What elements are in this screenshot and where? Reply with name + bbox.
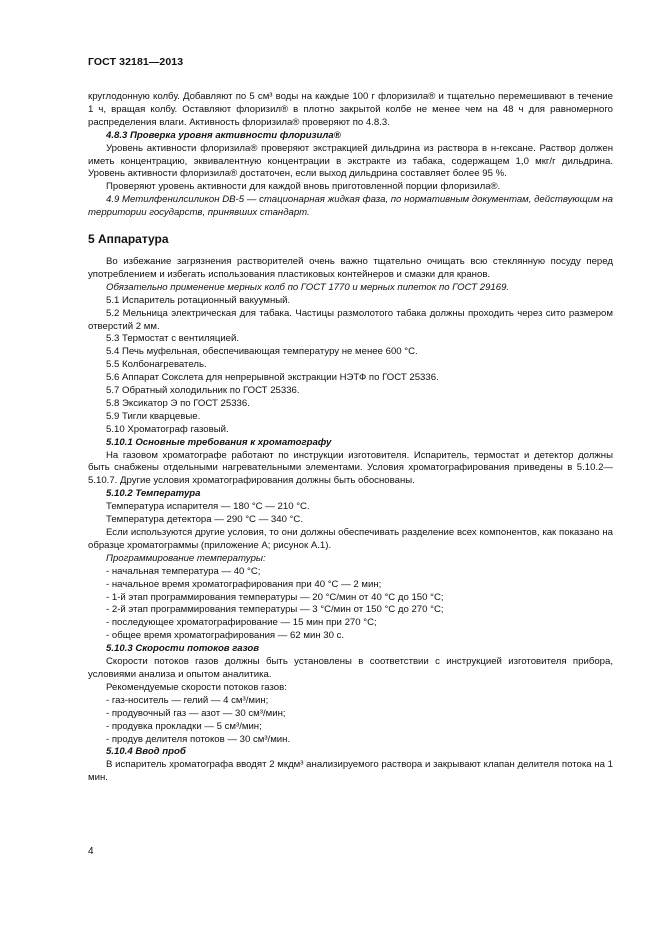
list-item-temp: - общее время хроматографирования — 62 мин 30 с. — [106, 630, 345, 642]
item-5-2: 5.2 Мельница электрическая для табака. Частицы размолотого табака должны проходить через сито размером отверстий 2 мм. — [88, 307, 613, 332]
para-4-9: 4.9 Метилфенилсиликон DB-5 — стационарная жидкая фаза, по нормативным документам, действующим на территории государств, принявших стандарт. — [88, 194, 613, 219]
label-recommended-flows: Рекомендуемые скорости потоков газов: — [106, 681, 287, 693]
doc-header: ГОСТ 32181—2013 — [88, 56, 184, 68]
subheading-5-10-1: 5.10.1 Основные требования к хроматографу — [106, 436, 332, 448]
para-other-conditions: Если используются другие условия, то они должны обеспечивать разделение всех компонентов, как показано на образце хроматограммы (приложение А; рисунок А.1). — [88, 527, 613, 551]
para-activity-check: Уровень активности флоризила® проверяют экстракцией дильдрина из раствора в н-гексане. Раствор должен иметь концентрацию, эквивалентную концентрации в экстракте из табака, содержащем 1,0 мкг/г дильдрина. Уровень активности флоризила® достаточен, если выход дильдрина составляет более 95 %. — [88, 142, 613, 180]
document-body — [88, 91, 613, 785]
para-mandatory-flasks: Обязательно применение мерных колб по ГОСТ 1770 и мерных пипеток по ГОСТ 29169. — [106, 281, 510, 293]
item-5-8: 5.8 Эксикатор Э по ГОСТ 25336. — [106, 397, 250, 409]
list-item-gas: - продув делителя потоков — 30 см³/мин. — [106, 733, 291, 745]
list-item-temp: - 2-й этап программирования температуры — 3 °С/мин от 150 °С до 270 °С; — [106, 604, 444, 616]
item-5-7: 5.7 Обратный холодильник по ГОСТ 25336. — [106, 385, 300, 397]
item-5-9: 5.9 Тигли кварцевые. — [106, 410, 201, 422]
page-number: 4 — [88, 846, 94, 857]
list-item-temp: - начальная температура — 40 °С; — [106, 565, 261, 577]
item-5-10: 5.10 Хроматограф газовый. — [106, 423, 229, 435]
line-detector-temp: Температура детектора — 290 °С — 340 °С. — [106, 514, 303, 526]
item-5-3: 5.3 Термостат с вентиляцией. — [106, 333, 240, 345]
subheading-5-10-3: 5.10.3 Скорости потоков газов — [106, 643, 260, 655]
subheading-5-10-2: 5.10.2 Температура — [106, 488, 201, 500]
para-sample-injection: В испаритель хроматографа вводят 2 мкдм³ анализируемого раствора и закрывают клапан делителя потока на 1 мин. — [88, 759, 613, 784]
list-item-temp: - начальное время хроматографирования при 40 °С — 2 мин; — [106, 578, 382, 590]
item-5-6: 5.6 Аппарат Сокслета для непрерывной экстракции НЭТФ по ГОСТ 25336. — [106, 372, 439, 384]
list-item-gas: - газ-носитель — гелий — 4 см³/мин; — [106, 694, 269, 706]
line-evaporator-temp: Температура испарителя — 180 °С — 210 °С. — [106, 501, 310, 513]
para-activity-each-portion: Проверяют уровень активности для каждой вновь приготовленной порции флоризила®. — [106, 181, 501, 193]
item-5-5: 5.5 Колбонагреватель. — [106, 359, 207, 371]
section-heading-apparatus: 5 Аппаратура — [88, 232, 169, 247]
para-glassware: Во избежание загрязнения растворителей очень важно тщательно очищать всю стеклянную посуду перед употреблением и избегать использования пластиковых контейнеров и смазки для кранов. — [88, 255, 613, 280]
item-5-4: 5.4 Печь муфельная, обеспечивающая температуру не менее 600 °С. — [106, 346, 418, 358]
label-temp-programming: Программирование температуры: — [106, 552, 266, 564]
list-item-gas: - продувка прокладки — 5 см³/мин; — [106, 720, 262, 732]
subheading-4-8-3: 4.8.3 Проверка уровня активности флоризила® — [106, 129, 341, 141]
list-item-gas: - продувочный газ — азот — 30 см³/мин; — [106, 707, 286, 719]
para-chromatograph-requirements: На газовом хроматографе работают по инструкции изготовителя. Испаритель, термостат и детектор должны быть снабжены отдельными нагревательными элементами. Условия хроматографирования приведены в 5.10.2—5.10.7. Другие условия хроматографирования должны быть обоснованы. — [88, 449, 613, 487]
item-5-1: 5.1 Испаритель ротационный вакуумный. — [106, 294, 291, 306]
para-continuation: круглодонную колбу. Добавляют по 5 см³ воды на каждые 100 г флоризила® и тщательно перемешивают в течение 1 ч, вращая колбу. Оставляют флоризил® в плотно закрытой колбе не менее чем на 48 ч для равномерного распределения влаги. Активность флоризила® проверяют по 4.8.3. — [88, 91, 613, 128]
subheading-5-10-4: 5.10.4 Ввод проб — [106, 746, 186, 758]
para-gas-flow: Скорости потоков газов должны быть установлены в соответствии с инструкцией изготовителя прибора, условиями анализа и опытом аналитика. — [88, 656, 613, 680]
list-item-temp: - последующее хроматографирование — 15 мин при 270 °С; — [106, 617, 377, 629]
list-item-temp: - 1-й этап программирования температуры — 20 °С/мин от 40 °С до 150 °С; — [106, 591, 444, 603]
